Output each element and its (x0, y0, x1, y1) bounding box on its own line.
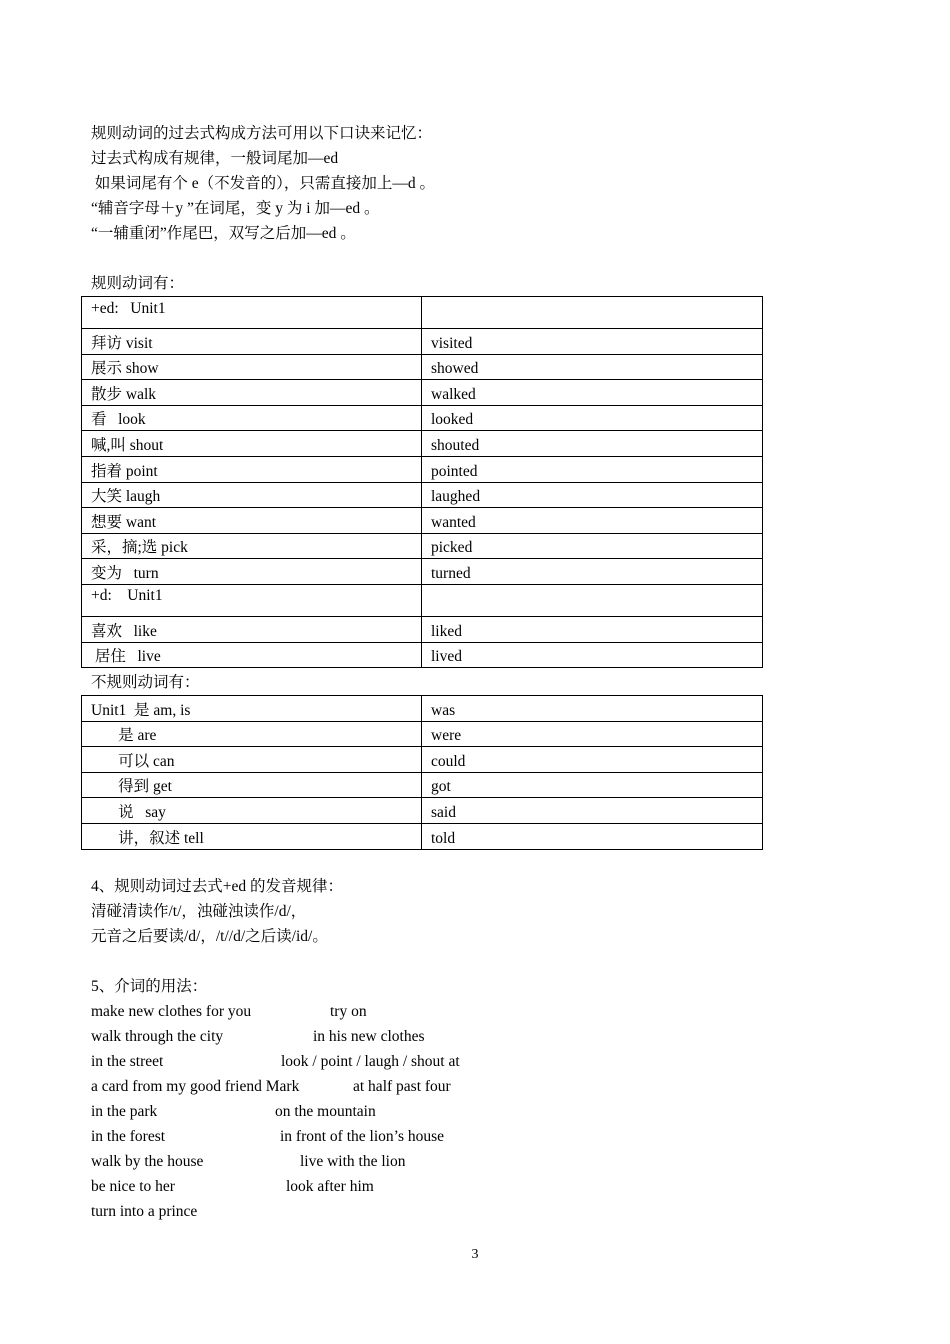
phrase-left: turn into a prince (91, 1203, 198, 1220)
base-form: 居住 live (82, 642, 422, 668)
regular-verbs-heading: 规则动词有： (91, 275, 185, 292)
phrase-left: in the park (91, 1103, 158, 1120)
past-form: showed (422, 354, 763, 380)
intro-line: 如果词尾有个 e（不发音的），只需直接加上—d 。 (91, 175, 436, 192)
table-row (82, 405, 763, 431)
table-row (82, 533, 763, 559)
section-label-d: +d: Unit1 (82, 584, 422, 616)
past-form: visited (422, 329, 763, 355)
phrase-left: a card from my good friend Mark (91, 1078, 300, 1095)
base-form: 采，摘;选 pick (82, 533, 422, 559)
base-form: 大笑 laugh (82, 482, 422, 508)
base-form: 拜访 visit (82, 329, 422, 355)
base-form: 是 are (82, 721, 422, 747)
phrase-left: walk by the house (91, 1153, 204, 1170)
phrase-left: be nice to her (91, 1178, 175, 1195)
table-row (82, 747, 763, 773)
phrase-right: on the mountain (275, 1103, 376, 1120)
phrase-right: at half past four (353, 1078, 451, 1095)
past-form: lived (422, 642, 763, 668)
base-form: 指着 point (82, 456, 422, 482)
table-section-header (82, 584, 763, 616)
past-form: wanted (422, 508, 763, 534)
section-4-line: 清碰清读作/t/，浊碰浊读作/d/， (91, 903, 307, 920)
intro-line: “一辅重闭”作尾巴，双写之后加—ed 。 (91, 225, 356, 242)
past-form: pointed (422, 456, 763, 482)
past-form: said (422, 798, 763, 824)
past-form: laughed (422, 482, 763, 508)
base-form: 想要 want (82, 508, 422, 534)
phrase-left: in the forest (91, 1128, 166, 1145)
phrase-left: make new clothes for you (91, 1003, 252, 1020)
table-row (82, 616, 763, 642)
table-row (82, 559, 763, 585)
table-row (82, 354, 763, 380)
regular-verbs-table (81, 296, 763, 668)
table-row (82, 798, 763, 824)
base-form: 展示 show (82, 354, 422, 380)
base-form: 得到 get (82, 772, 422, 798)
past-form: picked (422, 533, 763, 559)
past-form: were (422, 721, 763, 747)
section-5-heading: 5、介词的用法： (91, 978, 208, 995)
table-row (82, 823, 763, 849)
past-form: turned (422, 559, 763, 585)
section-label-ed: +ed: Unit1 (82, 297, 422, 329)
past-form: walked (422, 380, 763, 406)
past-form: could (422, 747, 763, 773)
table-row (82, 772, 763, 798)
table-row (82, 380, 763, 406)
table-row (82, 721, 763, 747)
past-form: was (422, 696, 763, 722)
phrase-right: in front of the lion’s house (280, 1128, 445, 1145)
base-form: 讲，叙述 tell (82, 823, 422, 849)
base-form: 可以 can (82, 747, 422, 773)
intro-line: “辅音字母＋y ”在词尾，变 y 为 i 加—ed 。 (91, 200, 380, 217)
base-form: 喜欢 like (82, 616, 422, 642)
phrase-right: look / point / laugh / shout at (281, 1053, 460, 1070)
section-4-line: 元音之后要读/d/，/t//d/之后读/id/。 (91, 928, 328, 945)
table-row (82, 642, 763, 668)
irregular-verbs-heading: 不规则动词有： (91, 674, 200, 691)
past-form: shouted (422, 431, 763, 457)
base-form: 变为 turn (82, 559, 422, 585)
past-form: got (422, 772, 763, 798)
table-section-header (82, 297, 763, 329)
base-form: 散步 walk (82, 380, 422, 406)
intro-line: 规则动词的过去式构成方法可用以下口诀来记忆： (91, 125, 433, 142)
table-row (82, 482, 763, 508)
page-number: 3 (471, 1247, 479, 1262)
intro-line: 过去式构成有规律，一般词尾加—ed (91, 150, 339, 167)
base-form: 看 look (82, 405, 422, 431)
table-row (82, 456, 763, 482)
past-form: told (422, 823, 763, 849)
section-4-heading: 4、规则动词过去式+ed 的发音规律： (91, 878, 343, 895)
phrase-left: in the street (91, 1053, 164, 1070)
phrase-right: live with the lion (300, 1153, 406, 1170)
phrase-right: look after him (286, 1178, 374, 1195)
base-form: 说 say (82, 798, 422, 824)
phrase-right: try on (330, 1003, 367, 1020)
table-row (82, 696, 763, 722)
base-form: Unit1 是 am, is (82, 696, 422, 722)
table-row (82, 508, 763, 534)
past-form: liked (422, 616, 763, 642)
phrase-left: walk through the city (91, 1028, 224, 1045)
table-row (82, 329, 763, 355)
table-row (82, 431, 763, 457)
phrase-right: in his new clothes (313, 1028, 425, 1045)
past-form: looked (422, 405, 763, 431)
base-form: 喊,叫 shout (82, 431, 422, 457)
irregular-verbs-table (81, 695, 763, 850)
